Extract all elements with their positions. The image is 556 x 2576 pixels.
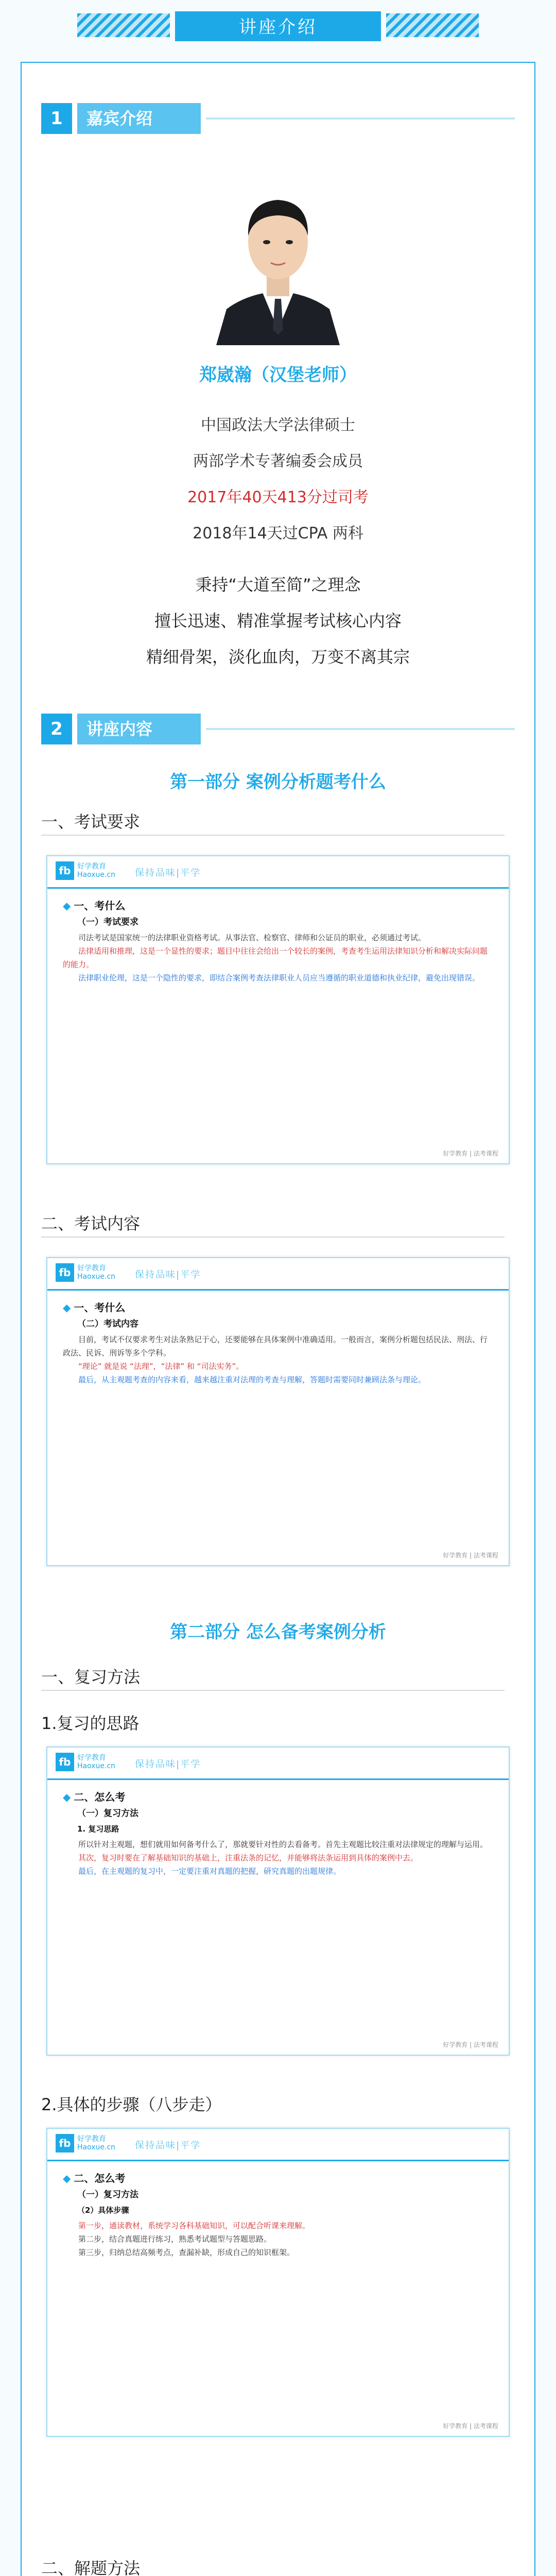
- part-one-title: 第一部分 案例分析题考什么: [170, 772, 386, 792]
- header-stripe-left: [77, 13, 170, 37]
- slide-review-steps: [46, 2128, 510, 2437]
- diamond-icon: ◆: [63, 1301, 71, 1314]
- brand-slogan: 保持品味|平学: [135, 1759, 201, 1770]
- guest-line-3: 2017年40天413分过司考: [187, 488, 369, 506]
- subheading-rule: [41, 835, 505, 836]
- slide-footer: 好学教育 | 法考课程: [443, 2422, 498, 2430]
- guest-line-4: 2018年14天过CPA 两科: [193, 524, 363, 543]
- slide-subheading-3: （2）具体步骤: [77, 2206, 129, 2215]
- slide-subheading: （二）考试内容: [77, 1319, 138, 1329]
- subheading-review: 一、复习方法: [41, 1667, 141, 1687]
- slide-paragraph: 第一步，通读教材，系统学习各科基础知识，可以配合听课来理解。: [78, 2221, 310, 2230]
- guest-motto-1: 秉持“大道至简”之理念: [195, 575, 361, 595]
- diamond-icon: ◆: [63, 900, 71, 912]
- slide-paragraph: 司法考试是国家统一的法律职业资格考试。从事法官、检察官、律师和公证员的职业，必须通过考试。: [78, 933, 426, 942]
- section-title: 讲座内容: [77, 714, 201, 744]
- slide-footer: 好学教育 | 法考课程: [443, 2041, 498, 2048]
- slide-footer: 好学教育 | 法考课程: [443, 1150, 498, 1157]
- guest-photo: [206, 175, 350, 345]
- page-header: [0, 0, 556, 57]
- diamond-icon: ◆: [63, 2172, 71, 2184]
- guest-line-2: 两部学术专著编委会成员: [193, 452, 363, 470]
- slide-header: [47, 1258, 509, 1291]
- slide-footer: 好学教育 | 法考课程: [443, 1552, 498, 1559]
- subheading-requirements: 一、考试要求: [41, 812, 141, 832]
- brand-logo-icon: fb: [56, 1263, 74, 1282]
- guest-line-1: 中国政法大学法律硕士: [201, 416, 355, 434]
- subheading-review-2: 2.具体的步骤（八步走）: [41, 2095, 222, 2114]
- section-rule: [206, 117, 515, 120]
- slide-heading: ◆ 一、考什么: [63, 1301, 126, 1314]
- brand-slogan: 保持品味|平学: [135, 868, 201, 878]
- slide-paragraph: 最后，从主观题考查的内容来看，越来越注重对法理的考查与理解，答题时需要同时兼顾法条与理论。: [78, 1375, 426, 1384]
- slide-paragraph: 最后，在主观题的复习中，一定要注重对真题的把握，研究真题的出题规律。: [78, 1867, 341, 1876]
- guest-motto-2: 擅长迅速、精准掌握考试核心内容: [154, 611, 402, 631]
- guest-motto-3: 精细骨架，淡化血肉，万变不离其宗: [146, 647, 410, 667]
- slide-subheading: （一）复习方法: [77, 2190, 138, 2200]
- brand-slogan: 保持品味|平学: [135, 1269, 201, 1280]
- subheading-rule: [41, 1236, 505, 1238]
- slide-paragraph: “理论” 就是说 “法理”，“法律” 和 “司法实务”。: [78, 1362, 244, 1371]
- brand-name: 好学教育 Haoxue.cn: [77, 862, 116, 879]
- section-header-content: [41, 714, 515, 744]
- slide-paragraph: 其次，复习时要在了解基础知识的基础上，注重法条的记忆，并能够将法条运用到具体的案例中去。: [78, 1853, 419, 1862]
- slide-exam-content: [46, 1257, 510, 1566]
- diamond-icon: ◆: [63, 1791, 71, 1803]
- page-title: 讲座介绍: [175, 11, 381, 41]
- brand-name: 好学教育 Haoxue.cn: [77, 1754, 116, 1770]
- section-rule: [206, 728, 515, 730]
- brand-name: 好学教育 Haoxue.cn: [77, 1264, 116, 1281]
- header-stripe-right: [386, 13, 479, 37]
- brand-logo-icon: fb: [56, 1753, 74, 1771]
- subheading-solve: 二、解题方法: [41, 2558, 141, 2576]
- guest-name: 郑崴瀚（汉堡老师）: [199, 365, 357, 385]
- section-title: 嘉宾介绍: [77, 103, 201, 134]
- brand-logo-icon: fb: [56, 861, 74, 880]
- slide-paragraph: 所以针对主观题，想们就用如何备考什么了，那就要针对性的去看备考。首先主观题比较注重对法律规定的理解与运用。: [78, 1840, 488, 1849]
- slide-paragraph: 法律适用和推理，这是一个显性的要求；题目中往往会给出一个较长的案例，考查考生运用法律知识分析和解决实际问题的能力。: [63, 946, 488, 969]
- slide-header: [47, 1748, 509, 1780]
- slide-subheading-3: 1. 复习思路: [77, 1824, 119, 1834]
- slide-header: [47, 856, 509, 889]
- brand-logo-icon: fb: [56, 2134, 74, 2153]
- brand-name: 好学教育 Haoxue.cn: [77, 2135, 116, 2151]
- slide-header: [47, 2129, 509, 2161]
- slide-paragraph: 目前，考试不仅要求考生对法条熟记于心，还要能够在具体案例中准确适用。一般而言，案例分析题包括民法、刑法、行政法、民诉、刑诉等多个学科。: [63, 1335, 488, 1358]
- slide-heading: ◆ 二、怎么考: [63, 2172, 126, 2184]
- subheading-rule: [41, 1690, 505, 1691]
- slide-paragraph: 第二步，结合真题进行练习，熟悉考试题型与答题思路。: [78, 2234, 272, 2244]
- subheading-review-1: 1.复习的思路: [41, 1714, 140, 1733]
- slide-review-approach: [46, 1747, 510, 2056]
- slide-heading: ◆ 二、怎么考: [63, 1791, 126, 1803]
- section-number: 1: [41, 103, 72, 134]
- section-header-guest: [41, 103, 515, 134]
- slide-subheading: （一）考试要求: [77, 917, 138, 927]
- part-two-title: 第二部分 怎么备考案例分析: [170, 1622, 386, 1642]
- brand-slogan: 保持品味|平学: [135, 2140, 201, 2151]
- section-number: 2: [41, 714, 72, 744]
- slide-subheading: （一）复习方法: [77, 1808, 138, 1819]
- slide-paragraph: 第三步，归纳总结高频考点，查漏补缺，形成自己的知识框架。: [78, 2248, 295, 2257]
- slide-paragraph: 法律职业伦理，这是一个隐性的要求，即结合案例考查法律职业人员应当遵循的职业道德和执业纪律，避免出现错误。: [78, 973, 480, 982]
- slide-exam-requirements: [46, 855, 510, 1164]
- subheading-content: 二、考试内容: [41, 1214, 141, 1233]
- slide-heading: ◆ 一、考什么: [63, 900, 126, 912]
